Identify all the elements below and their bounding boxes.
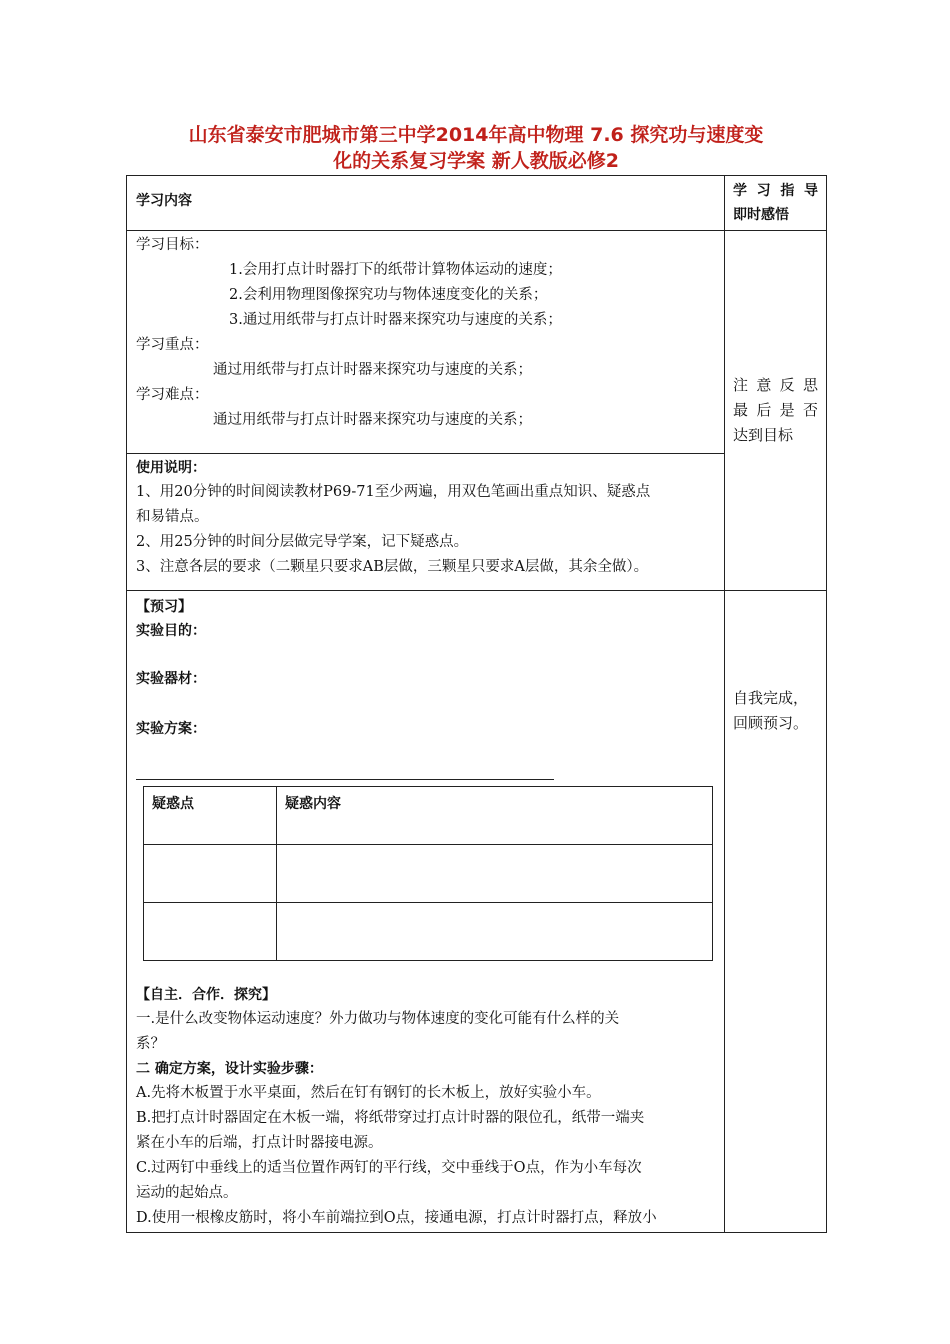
doubts-empty-row	[144, 845, 713, 903]
reflection-note-line-2: 最 后 是 否	[733, 401, 818, 419]
instructions-row	[127, 454, 827, 591]
guide-header-line-2: 即时感悟	[733, 207, 789, 223]
preview-label: 【预习】	[136, 599, 192, 615]
difficult-points-text: 通过用纸带与打点计时器来探究功与速度的关系；	[213, 412, 532, 428]
goal-item-1: 1.会用打点计时器打下的纸带计算物体运动的速度；	[229, 262, 562, 278]
difficult-points-label: 学习难点：	[136, 387, 209, 403]
study-guide-table	[126, 175, 827, 1233]
question-2-label: 二 确定方案，设计实验步骤：	[136, 1061, 323, 1077]
guide-header-line-1: 学 习 指 导	[733, 183, 818, 199]
experiment-equipment-label: 实验器材：	[136, 671, 206, 687]
step-b-line-2: 紧在小车的后端，打点计时器接电源。	[136, 1135, 383, 1151]
question-1-line-2: 系？	[136, 1036, 165, 1052]
step-c-line-2: 运动的起始点。	[136, 1185, 238, 1201]
step-d-line-1: D.使用一根橡皮筋时，将小车前端拉到O点，接通电源，打点计时器打点，释放小	[136, 1210, 657, 1226]
reflection-note-line-1: 注 意 反 思	[733, 376, 818, 394]
step-b-line-1: B.把打点计时器固定在木板一端，将纸带穿过打点计时器的限位孔，纸带一端夹	[136, 1110, 645, 1126]
header-row	[127, 176, 827, 231]
self-study-note-line-1: 自我完成，	[733, 689, 809, 707]
doubts-col-point: 疑惑点	[144, 787, 277, 845]
instruction-2: 2、用25分钟的时间分层做完导学案，记下疑惑点。	[136, 534, 469, 550]
self-study-note-line-2: 回顾预习。	[733, 714, 809, 732]
doubts-col-content: 疑惑内容	[277, 787, 713, 845]
goals-label: 学习目标：	[136, 237, 209, 253]
experiment-plan-label: 实验方案：	[136, 721, 206, 737]
key-points-text: 通过用纸带与打点计时器来探究功与速度的关系；	[213, 362, 532, 378]
instruction-3: 3、注意各层的要求（二颗星只要求AB层做，三颗星只要求A层做，其余全做）。	[136, 559, 649, 575]
guide-header-cell	[725, 176, 827, 231]
self-study-note-cell	[725, 591, 827, 1233]
doubts-table	[143, 786, 713, 961]
content-header: 学习内容	[136, 193, 192, 209]
content-header-cell	[127, 176, 725, 231]
instructions-label: 使用说明：	[136, 460, 206, 476]
preview-row	[127, 591, 827, 1233]
doubts-empty-cell[interactable]	[277, 903, 713, 961]
goals-cell	[127, 231, 725, 454]
step-a: A.先将木板置于水平桌面，然后在钉有钢钉的长木板上，放好实验小车。	[136, 1085, 601, 1101]
doubts-empty-cell[interactable]	[277, 845, 713, 903]
goal-item-2: 2.会利用物理图像探究功与物体速度变化的关系；	[229, 287, 548, 303]
title-line-1: 山东省泰安市肥城市第三中学2014年高中物理 7.6 探究功与速度变	[188, 124, 764, 146]
goals-row	[127, 231, 827, 454]
instructions-cell	[127, 454, 725, 591]
preview-cell	[127, 591, 725, 1233]
doubts-empty-cell[interactable]	[144, 845, 277, 903]
title-line-2: 化的关系复习学案 新人教版必修2	[333, 150, 619, 172]
explore-label: 【自主．合作．探究】	[136, 987, 276, 1003]
reflection-note-cell	[725, 231, 827, 591]
document-title	[126, 122, 826, 174]
doubts-empty-cell[interactable]	[144, 903, 277, 961]
key-points-label: 学习重点：	[136, 337, 209, 353]
experiment-purpose-label: 实验目的：	[136, 623, 206, 639]
goal-item-3: 3.通过用纸带与打点计时器来探究功与速度的关系；	[229, 312, 562, 328]
instruction-1-line-1: 1、用20分钟的时间阅读教材P69-71至少两遍，用双色笔画出重点知识、疑惑点	[136, 484, 651, 500]
doubts-header-row	[144, 787, 713, 845]
instruction-1-line-2: 和易错点。	[136, 509, 209, 525]
reflection-note-line-3: 达到目标	[733, 426, 794, 444]
doubts-empty-row	[144, 903, 713, 961]
divider-line	[136, 779, 554, 780]
question-1-line-1: 一.是什么改变物体运动速度？外力做功与物体速度的变化可能有什么样的关	[136, 1011, 620, 1027]
step-c-line-1: C.过两钉中垂线上的适当位置作两钉的平行线，交中垂线于O点，作为小车每次	[136, 1160, 642, 1176]
